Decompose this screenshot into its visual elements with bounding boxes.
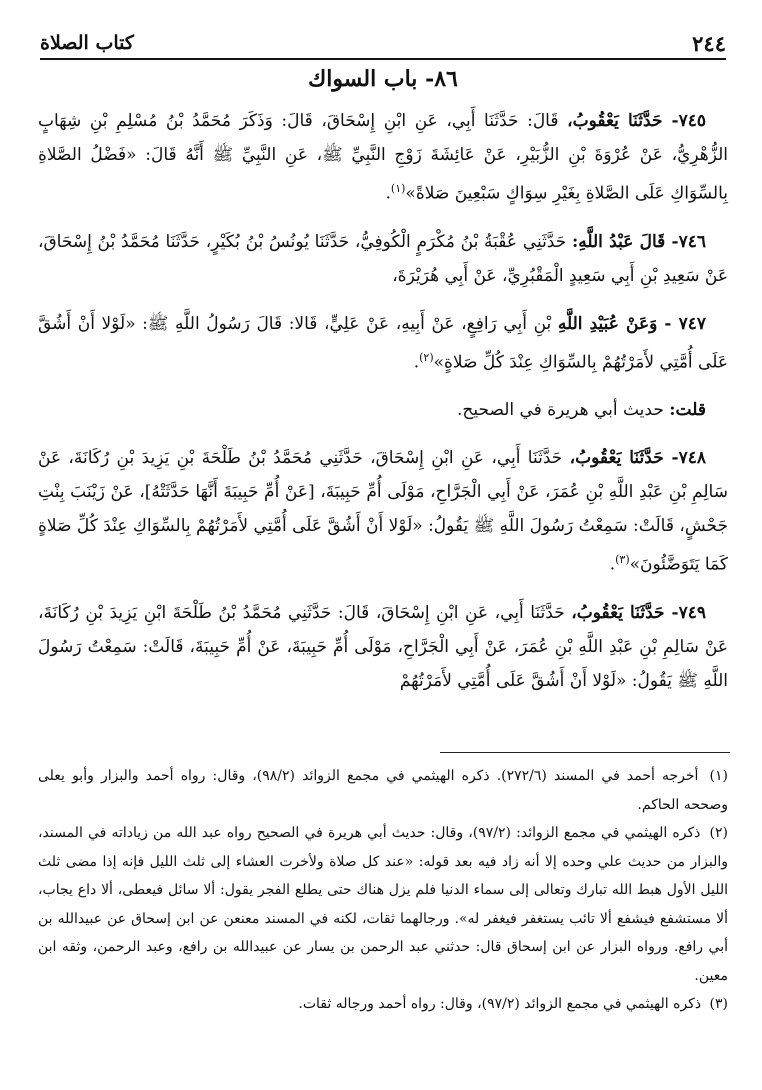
footnote-ref: (٢) bbox=[419, 350, 434, 364]
hadith-lead: ٧٤٥- حَدَّثَنَا يَعْقُوبُ، bbox=[567, 111, 707, 131]
running-header bbox=[40, 28, 726, 60]
footnote-number: (١) bbox=[709, 768, 729, 784]
hadith-748: ٧٤٨- حَدَّثَنَا يَعْقُوبُ، حَدَّثَنَا أَبِي، عَنِ ابْنِ إِسْحَاقَ، حَدَّثَنِي مُحَمَّدُ بْنُ طَلْحَةَ بْنِ يَزِيدَ بْنِ رُكَانَةَ، عَنْ سَالِمِ بْنِ عَبْدِ اللَّهِ بْنِ عُمَرَ، عَنْ أَبِي الْجَرَّاحِ، مَوْلَى أُمِّ حَبِيبَةَ، [عَنْ أُمِّ حَبِيبَةَ أَنَّهَا حَدَّثَتْهُ]، عَنْ زَيْنَبَ بِنْتِ جَحْشٍ، قَالَتْ: سَمِعْتُ رَسُولَ اللَّهِ ﷺ يَقُولُ: «لَوْلا أَنْ أَشُقَّ عَلَى أُمَّتِي لأَمَرْتُهُمْ بِالسِّوَاكِ عِنْدَ كُلِّ صَلاةٍ كَمَا يَتَوَضَّئُونَ»$^{(٣)}$. bbox=[38, 448, 728, 575]
hadith-lead: ٧٤٨- حَدَّثَنَا يَعْقُوبُ، bbox=[569, 448, 707, 469]
hadith-747: ٧٤٧ - وَعَنْ عُبَيْدِ اللَّهِ بْنِ أَبِي رَافِعٍ، عَنْ أَبِيهِ، عَنْ عَلِيٍّ، قَالا: قَالَ رَسُولُ اللَّهِ ﷺ: «لَوْلا أَنْ أَشُقَّ عَلَى أُمَّتِي لأَمَرْتُهُمْ بِالسِّوَاكِ عِنْدَ كُلِّ صَلاةٍ»$^{(٢)}$. bbox=[38, 313, 728, 373]
hadith-746 bbox=[38, 225, 728, 293]
footnote-ref: (٣) bbox=[615, 553, 630, 567]
footnote-3 bbox=[38, 990, 728, 1019]
hadith-lead: ٧٤٧ - وَعَنْ عُبَيْدِ اللَّهِ bbox=[557, 313, 706, 334]
hadith-text: بْنِ أَبِي رَافِعٍ، عَنْ أَبِيهِ، عَنْ عَلِيٍّ، قَالا: قَالَ رَسُولُ اللَّهِ ﷺ: «لَوْلا أَنْ أَشُقَّ عَلَى أُمَّتِي لأَمَرْتُهُمْ بِالسِّوَاكِ عِنْدَ كُلِّ صَلاةٍ» bbox=[38, 313, 728, 373]
chapter-title: ٨٦- باب السواك bbox=[308, 66, 458, 92]
footnote-ref: (١) bbox=[390, 182, 406, 195]
footnote-text: ذكره الهيثمي في مجمع الزوائد: (٩٧/٢)، وقال: حديث أبي هريرة في الصحيح رواه عبد الله من زياداته في المسند، والبزار من حديث علي وحده إلا أنه زاد فيه بعد قوله: «عند كل صلاة ولأخرت العشاء إلى ثلث الليل فإنه إذا مضى ثلث الليل الأول هبط الله تبارك وتعالى إلى سماء الدنيا فلم يزل هناك حتى يطلع الفجر يقول: ألا سائل فيعطى، ألا داع يجاب، ألا مستشفع فيشفع ألا تائب يستغفر فيغفر له». ورجالهما ثقات، لكنه في المسند معنعن عن ابن إسحاق عن عبيدالله بن أبي رافع. ورواه البزار عن ابن إسحاق قال: حدثني عبد الرحمن بن يسار عن عبيدالله بن رافع، وعبد الرحمن، وثقه ابن معين. bbox=[38, 825, 728, 984]
hadith-text: حَدَّثَنَا أَبِي، عَنِ ابْنِ إِسْحَاقَ، قَالَ: حَدَّثَنِي مُحَمَّدُ بْنُ طَلْحَةَ ابْنِ يَزِيدَ بْنِ رُكَانَةَ، عَنْ سَالِمِ بْنِ عَبْدِ اللَّهِ بْنِ عُمَرَ، عَنْ أَبِي الْجَرَّاحِ، مَوْلَى أُمِّ حَبِيبَةَ، عَنْ أُمِّ حَبِيبَةَ، قَالَتْ: سَمِعْتُ رَسُولَ اللَّهِ ﷺ يَقُولُ: «لَوْلا أَنْ أَشُقَّ عَلَى أُمَّتِي لأَمَرْتُهُمْ bbox=[38, 602, 728, 691]
footnote-text: أخرجه أحمد في المسند (٢٧٢/٦). ذكره الهيثمي في مجمع الزوائد (٩٨/٢)، وقال: رواه أحمد والبزار وأبو يعلى وصححه الحاكم. bbox=[38, 768, 728, 813]
hadith-text: حَدَّثَنَا أَبِي، عَنِ ابْنِ إِسْحَاقَ، حَدَّثَنِي مُحَمَّدُ بْنُ طَلْحَةَ بْنِ يَزِيدَ بْنِ رُكَانَةَ، عَنْ سَالِمِ بْنِ عَبْدِ اللَّهِ بْنِ عُمَرَ، عَنْ أَبِي الْجَرَّاحِ، مَوْلَى أُمِّ حَبِيبَةَ، [عَنْ أُمِّ حَبِيبَةَ أَنَّهَا حَدَّثَتْهُ]، عَنْ زَيْنَبَ بِنْتِ جَحْشٍ، قَالَتْ: سَمِعْتُ رَسُولَ اللَّهِ ﷺ يَقُولُ: «لَوْلا أَنْ أَشُقَّ عَلَى أُمَّتِي لأَمَرْتُهُمْ بِالسِّوَاكِ عِنْدَ كُلِّ صَلاةٍ كَمَا يَتَوَضَّئُونَ» bbox=[38, 448, 728, 575]
hadith-lead: ٧٤٦- قَالَ عَبْدُ اللَّهِ: bbox=[571, 231, 706, 252]
footnote-2 bbox=[38, 819, 728, 990]
footnote-divider bbox=[440, 752, 730, 753]
hadith-text: حَدَّثَنِي عُقْبَةُ بْنُ مُكْرَمٍ الْكُوفِيُّ، حَدَّثَنَا يُونُسُ بْنُ بُكَيْرٍ، حَدَّثَنَا مُحَمَّدُ بْنُ إِسْحَاقَ، عَنْ سَعِيدِ بْنِ أَبِي سَعِيدٍ الْمَقْبُرِيِّ، عَنْ أَبِي هُرَيْرَةَ، bbox=[38, 231, 728, 286]
main-text bbox=[38, 104, 728, 712]
footnote-number: (٢) bbox=[709, 825, 728, 841]
footnote-text: ذكره الهيثمي في مجمع الزوائد (٩٧/٢)، وقال: رواه أحمد ورجاله ثقات. bbox=[298, 996, 702, 1012]
book-title: كتاب الصلاة bbox=[40, 32, 134, 54]
hadith-text: قَالَ: حَدَّثَنَا أَبِي، عَنِ ابْنِ إِسْحَاقَ، قَالَ: وَذَكَرَ مُحَمَّدُ بْنُ مُسْلِمِ بْنِ شِهَابٍ الزُّهْرِيُّ، عَنْ عُرْوَةَ بْنِ الزُّبَيْرِ، عَنْ عَائِشَةَ زَوْجِ النَّبِيِّ ﷺ، عَنِ النَّبِيِّ ﷺ أَنَّهُ قَالَ: «فَضْلُ الصَّلاةِ بِالسِّوَاكِ عَلَى الصَّلاةِ بِغَيْرِ سِوَاكٍ سَبْعِينَ صَلاةً» bbox=[38, 111, 728, 204]
qultu-note bbox=[38, 393, 728, 427]
qultu-text: حديث أبي هريرة في الصحيح. bbox=[456, 400, 664, 421]
footnote-number: (٣) bbox=[709, 996, 728, 1012]
footnote-1 bbox=[38, 762, 728, 819]
footnotes bbox=[38, 762, 728, 1019]
hadith-749 bbox=[38, 596, 728, 698]
hadith-lead: ٧٤٩- حَدَّثَنَا يَعْقُوبُ، bbox=[571, 602, 707, 623]
qultu-lead: قلت: bbox=[669, 400, 706, 421]
page-number: ٢٤٤ bbox=[692, 30, 726, 56]
hadith-745: ٧٤٥- حَدَّثَنَا يَعْقُوبُ، قَالَ: حَدَّثَنَا أَبِي، عَنِ ابْنِ إِسْحَاقَ، قَالَ: وَذَكَرَ مُحَمَّدُ بْنُ مُسْلِمِ بْنِ شِهَابٍ الزُّهْرِيُّ، عَنْ عُرْوَةَ بْنِ الزُّبَيْرِ، عَنْ عَائِشَةَ زَوْجِ النَّبِيِّ ﷺ، عَنِ النَّبِيِّ ﷺ أَنَّهُ قَالَ: «فَضْلُ الصَّلاةِ بِالسِّوَاكِ عَلَى الصَّلاةِ بِغَيْرِ سِوَاكٍ سَبْعِينَ صَلاةً»$^{(١)}$. bbox=[38, 111, 728, 204]
